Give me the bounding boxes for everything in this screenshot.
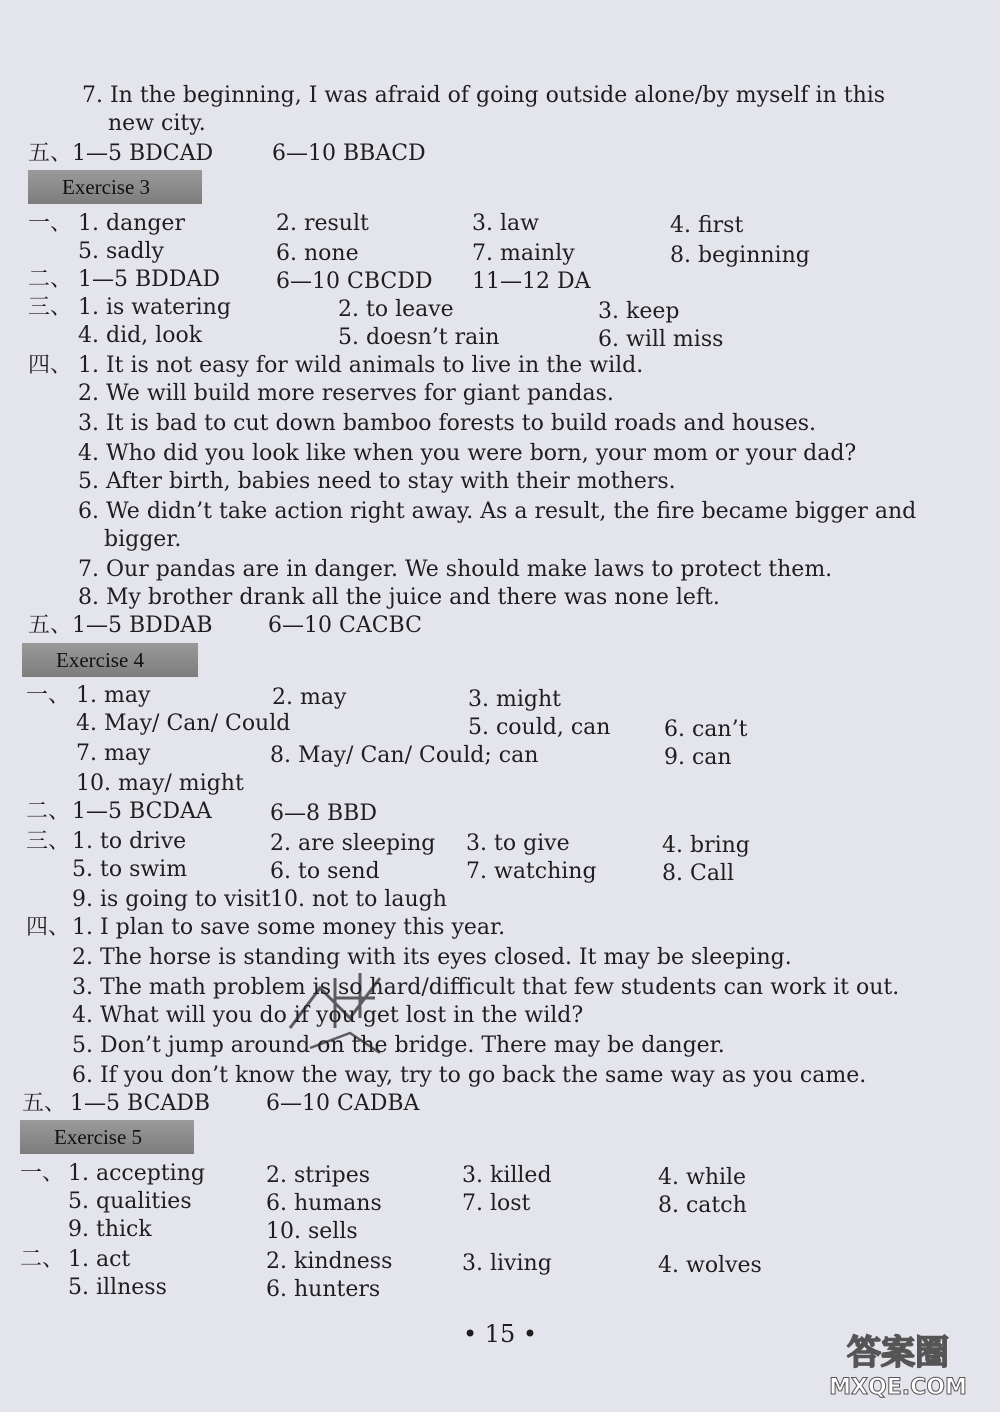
answer-line: 3. The math problem is so hard/difficult that few students can work it out. xyxy=(72,975,900,1000)
exercise-5-banner: Exercise 5 xyxy=(20,1120,194,1154)
watermark-url: MXQE.COM xyxy=(829,1375,967,1400)
answer-line: 1. It is not easy for wild animals to live in the wild. xyxy=(78,353,644,378)
answer-line: 6. If you don’t know the way, try to go back the same way as you came. xyxy=(72,1063,867,1088)
answer-item: 3. law xyxy=(472,211,539,236)
answer-line: 5. Don’t jump around on the bridge. There may be danger. xyxy=(72,1033,725,1058)
answer-item: 4. bring xyxy=(662,833,750,858)
answer-line: 4. Who did you look like when you were born, your mom or your dad? xyxy=(78,441,857,466)
answer-item: 3. to give xyxy=(466,831,570,856)
answer-item: 10. not to laugh xyxy=(270,887,447,912)
answer-line: 7. Our pandas are in danger. We should make laws to protect them. xyxy=(78,557,833,582)
watermark-logo-icon xyxy=(808,1322,988,1402)
answer-item: 1. to drive xyxy=(72,829,187,854)
answer-item: 5. could, can xyxy=(468,715,611,740)
section-number: 四、 xyxy=(26,915,71,940)
answer-item: 1. act xyxy=(68,1247,131,1272)
answer-item: 9. is going to visit xyxy=(72,887,271,912)
answer-line: 7. In the beginning, I was afraid of going outside alone/by myself in this xyxy=(82,83,886,108)
answer-group: 6—10 CBCDD xyxy=(276,269,433,294)
answer-item: 4. first xyxy=(670,213,744,238)
answer-item: 9. thick xyxy=(68,1217,152,1242)
answer-item: 3. keep xyxy=(598,299,680,324)
answer-item: 6. none xyxy=(276,241,359,266)
exercise-4-banner: Exercise 4 xyxy=(22,643,198,677)
answer-group: 1—5 BCADB xyxy=(70,1091,211,1116)
answer-line: 8. My brother drank all the juice and there was none left. xyxy=(78,585,720,610)
exercise-3-banner: Exercise 3 xyxy=(28,170,202,204)
answer-item: 2. are sleeping xyxy=(270,831,436,856)
answer-group: 6—10 CADBA xyxy=(266,1091,420,1116)
section-number: 三、 xyxy=(28,295,73,320)
answer-line: new city. xyxy=(108,111,206,136)
answer-item: 4. May/ Can/ Could xyxy=(76,711,291,736)
answer-item: 7. lost xyxy=(462,1191,531,1216)
answer-item: 3. might xyxy=(468,687,561,712)
answer-item: 2. stripes xyxy=(266,1163,371,1188)
answer-item: 6. hunters xyxy=(266,1277,381,1302)
answer-item: 3. killed xyxy=(462,1163,552,1188)
answer-line: 6. We didn’t take action right away. As a result, the fire became bigger and xyxy=(78,499,917,524)
answer-item: 7. mainly xyxy=(472,241,575,266)
answer-item: 1. danger xyxy=(78,211,185,236)
section-number: 一、 xyxy=(26,683,71,708)
section-number: 五、 xyxy=(28,141,73,166)
answer-item: 6. can’t xyxy=(664,717,748,742)
answer-group: 1—5 BDDAD xyxy=(78,267,220,292)
answer-item: 8. May/ Can/ Could; can xyxy=(270,743,539,768)
answer-line: 2. We will build more reserves for giant pandas. xyxy=(78,381,614,406)
section-number: 五、 xyxy=(28,613,73,638)
answer-group: 11—12 DA xyxy=(472,269,591,294)
answer-group: 1—5 BDDAB xyxy=(72,613,213,638)
section-number: 二、 xyxy=(20,1247,65,1272)
answer-item: 8. beginning xyxy=(670,243,810,268)
answer-item: 5. illness xyxy=(68,1275,167,1300)
answer-item: 5. qualities xyxy=(68,1189,192,1214)
answer-line: 2. The horse is standing with its eyes closed. It may be sleeping. xyxy=(72,945,792,970)
section-number: 一、 xyxy=(20,1161,65,1186)
section-number: 二、 xyxy=(28,267,73,292)
answer-item: 3. living xyxy=(462,1251,552,1276)
answer-item: 8. catch xyxy=(658,1193,747,1218)
section-number: 五、 xyxy=(22,1091,67,1116)
answer-item: 1. accepting xyxy=(68,1161,205,1186)
answer-line: 5. After birth, babies need to stay with their mothers. xyxy=(78,469,676,494)
answer-item: 4. while xyxy=(658,1165,747,1190)
answer-item: 2. to leave xyxy=(338,297,454,322)
answer-group: 1—5 BCDAA xyxy=(72,799,212,824)
answer-item: 7. may xyxy=(76,741,151,766)
answer-item: 2. may xyxy=(272,685,347,710)
section-number: 一、 xyxy=(28,211,73,236)
answer-group: 1—5 BDCAD xyxy=(72,141,214,166)
answer-item: 10. may/ might xyxy=(76,771,244,796)
answer-group: 6—10 CACBC xyxy=(268,613,422,638)
section-number: 二、 xyxy=(26,799,71,824)
answer-line: bigger. xyxy=(104,527,182,552)
answer-item: 6. to send xyxy=(270,859,380,884)
stamp-mark-icon xyxy=(280,958,400,1078)
answer-item: 8. Call xyxy=(662,861,735,886)
answer-item: 5. doesn’t rain xyxy=(338,325,500,350)
answer-item: 6. will miss xyxy=(598,327,724,352)
answer-item: 4. wolves xyxy=(658,1253,762,1278)
watermark-logo-text: 答案圈 xyxy=(847,1333,949,1373)
answer-item: 5. sadly xyxy=(78,239,164,264)
section-number: 四、 xyxy=(28,353,73,378)
answer-item: 1. is watering xyxy=(78,295,231,320)
answer-item: 5. to swim xyxy=(72,857,188,882)
section-number: 三、 xyxy=(26,829,71,854)
answer-item: 4. did, look xyxy=(78,323,203,348)
answer-item: 10. sells xyxy=(266,1219,358,1244)
answer-item: 6. humans xyxy=(266,1191,382,1216)
answer-group: 6—10 BBACD xyxy=(272,141,426,166)
answer-item: 7. watching xyxy=(466,859,597,884)
answer-item: 2. kindness xyxy=(266,1249,393,1274)
answer-line: 1. I plan to save some money this year. xyxy=(72,915,506,940)
answer-line: 3. It is bad to cut down bamboo forests to build roads and houses. xyxy=(78,411,817,436)
page-number: • 15 • xyxy=(462,1320,538,1348)
answer-item: 1. may xyxy=(76,683,151,708)
answer-group: 6—8 BBD xyxy=(270,801,377,826)
answer-line: 4. What will you do if you get lost in the wild? xyxy=(72,1003,584,1028)
answer-item: 9. can xyxy=(664,745,732,770)
answer-item: 2. result xyxy=(276,211,369,236)
